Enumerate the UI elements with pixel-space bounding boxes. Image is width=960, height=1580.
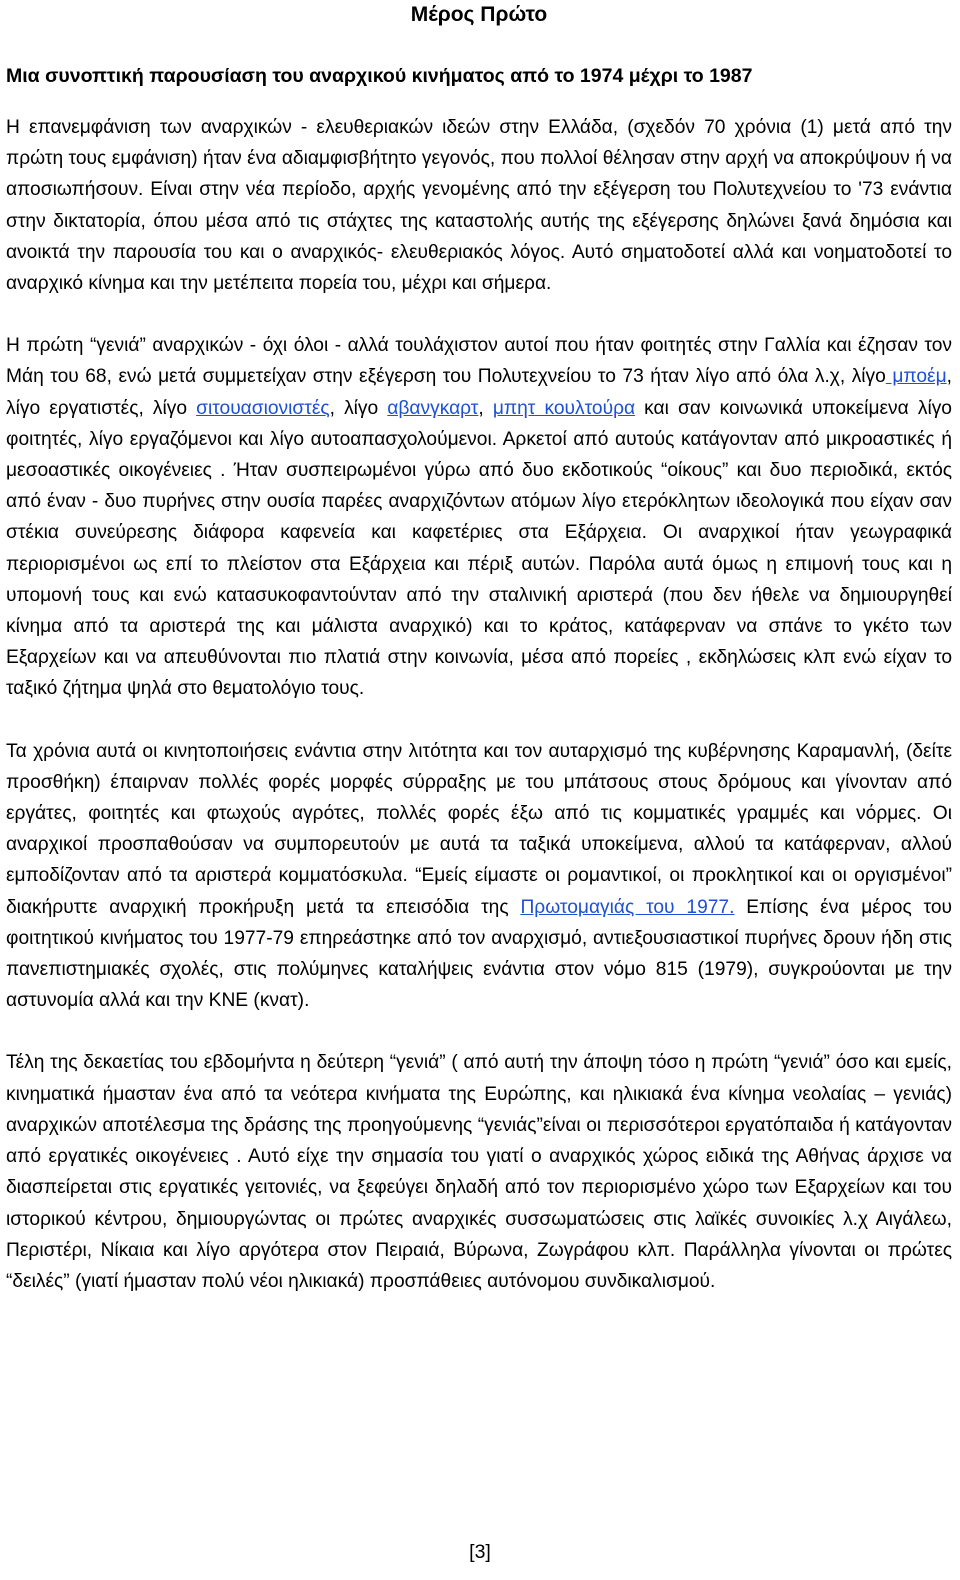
- paragraph-text: Τέλη της δεκαετίας του εβδομήντα η δεύτερη “γενιά” ( από αυτή την άποψη τόσο η πρώτη “γενιά” όσο και εμείς, κινηματικά ήμασταν ένα από τα νεότερα κινήματα της Ευρώπης, και ηλικιακά ένα κίνημα νεολαίας – γενιάς) αναρχικών αποτέλεσμα της δράσης της προηγούμενης “γενιάς”είναι οι περισσότεροι εργατόπαιδα ή κατάγονταν από εργατικές οικογένειες . Αυτό είχε την σημασία του γιατί ο αναρχικός χώρος ειδικά της Αθήνας άρχισε να διασπείρεται στις εργατικές γειτονιές, να ξεφεύγει δηλαδή από τον περιορισμένο χώρο των Εξαρχείων και του ιστορικού κέντρου, δημιουργώντας οι πρώτες αναρχικές συσσωματώσεις στις λαϊκές συνοικίες λ.χ Αιγάλεω, Περιστέρι, Νίκαια και λίγο αργότερα στον Πειραιά, Βύρωνα, Ζωγράφου κλπ. Παράλληλα γίνονται οι πρώτες “δειλές” (γιατί ήμασταν πολύ νέοι ηλικιακά) προσπάθειες αυτόνομου συνδικαλισμού.: [6, 1052, 952, 1292]
- link-boem[interactable]: μποέμ: [885, 366, 947, 388]
- paragraph-text: Τα χρόνια αυτά οι κινητοποιήσεις ενάντια στην λιτότητα και τον αυταρχισμό της κυβέρνησης Καραμανλή, (δείτε προσθήκη) έπαιρναν πολλές φορές μορφές σύρραξης με του μπάτσους στους δρόμους και γίνονταν από εργάτες, φοιτητές και φτωχούς αγρότες, πολλές φορές έξω από τις κομματικές γραμμές και νόρμες. Οι αναρχικοί προσπαθούσαν να συμπορευτούν με αυτά τα ταξικά υποκείμενα, αλλού τα κατάφερναν, αλλού εμποδίζονταν από τα αριστερά κομματόσκυλα. “Εμείς είμαστε οι ρομαντικοί, οι προκλητικοί και οι οργισμένοι” διακήρυττε αναρχική προκήρυξη μετά τα επεισόδια της: [6, 740, 952, 918]
- paragraph-1: [6, 112, 952, 299]
- link-situationists[interactable]: σιτουασιονιστές: [196, 397, 330, 419]
- paragraph-text: Επίσης ένα μέρος του φοιτητικού κινήματος του 1977-79 επηρεάστηκε από τον αναρχισμό, αντιεξουσιαστικοί πυρήνες δρουν ήδη στις πανεπιστημιακές σχολές, στις πολύμηνες καταλήψεις ενάντια στον νόμο 815 (1979), συγκρούονται με την αστυνομία αλλά και την ΚΝΕ (κνατ).: [6, 896, 953, 1012]
- document-page: [6, 0, 952, 1328]
- link-avant-garde[interactable]: αβανγκαρτ: [387, 397, 479, 419]
- paragraph-3: [6, 736, 952, 1017]
- paragraph-4: [6, 1047, 952, 1297]
- paragraph-text: Η επανεμφάνιση των αναρχικών - ελευθεριακών ιδεών στην Ελλάδα, (σχεδόν 70 χρόνια (1) μετά από την πρώτη τους εμφάνιση) ήταν ένα αδιαμφισβήτητο γεγονός, που πολλοί θέλησαν στην αρχή να αποκρύψουν ή να αποσιωπήσουν. Είναι στην νέα περίοδο, αρχής γενομένης από την εξέγερση του Πολυτεχνείου το '73 ενάντια στην δικτατορία, όπου μέσα από τις στάχτες της καταστολής αυτής της εξέγερσης δηλώνει ξανά δημόσια και ανοικτά την παρουσία του και ο αναρχικός- ελευθεριακός λόγος. Αυτό σηματοδοτεί αλλά και νοηματοδοτεί το αναρχικό κίνημα και την μετέπειτα πορεία του, μέχρι και σήμερα.: [6, 117, 952, 295]
- section-subtitle: Μια συνοπτική παρουσίαση του αναρχικού κινήματος από το 1974 μέχρι το 1987: [6, 65, 753, 87]
- paragraph-text: ,: [478, 397, 493, 419]
- link-beat-culture[interactable]: μπητ κουλτούρα: [492, 397, 636, 419]
- paragraph-2: [6, 330, 952, 704]
- page-number: [3]: [469, 1541, 491, 1563]
- paragraph-text: και σαν κοινωνικά υποκείμενα λίγο φοιτητές, λίγο εργαζόμενοι και λίγο αυτοαπασχολούμενοι. Αρκετοί από αυτούς κατάγονταν από μικροαστικές ή μεσοαστικές οικογένειες . Ήταν συσπειρωμένοι γύρω από δυο εκδοτικούς “οίκους” και δυο περιοδικά, εκτός από έναν - δυο πυρήνες στην ουσία παρέες αναρχιζόντων ατόμων λίγο ετερόκλητων ιδεολογικά που είχαν σαν στέκια συνεύρεσης διάφορα καφενεία και καφετέριες στα Εξάρχεια. Οι αναρχικοί ήταν γεωγραφικά περιορισμένοι ως επί το πλείστον στα Εξάρχεια και πέριξ αυτών. Παρόλα αυτά όμως η επιμονή τους και η υπομονή τους και ενώ κατασυκοφαντούνταν από την σταλινική αριστερά (που δεν ήθελε να δημιουργηθεί κίνημα από τα αριστερά της και μάλιστα αναρχικό) και το κράτος, κατάφερναν να σπάνε το γκέτο των Εξαρχείων και να απευθύνονται πιο πλατιά στην κοινωνία, μέσα από πορείες , εκδηλώσεις κλπ ενώ είχαν το ταξικό ζήτημα ψηλά στο θεματολόγιο τους.: [6, 397, 952, 700]
- link-may-day-1977[interactable]: Πρωτομαγιάς του 1977.: [520, 896, 735, 918]
- paragraph-text: , λίγο: [329, 397, 388, 419]
- paragraph-text: , λίγο εργατιστές, λίγο: [6, 366, 952, 419]
- page-title: Μέρος Πρώτο: [410, 3, 548, 26]
- paragraph-text: Η πρώτη “γενιά” αναρχικών - όχι όλοι - αλλά τουλάχιστον αυτοί που ήταν φοιτητές στην Γαλλία και έζησαν τον Μάη του 68, ενώ μετά συμμετείχαν στην εξέγερση του Πολυτεχνείου το 73 ήταν λίγο από όλα λ.χ, λίγο: [6, 335, 952, 388]
